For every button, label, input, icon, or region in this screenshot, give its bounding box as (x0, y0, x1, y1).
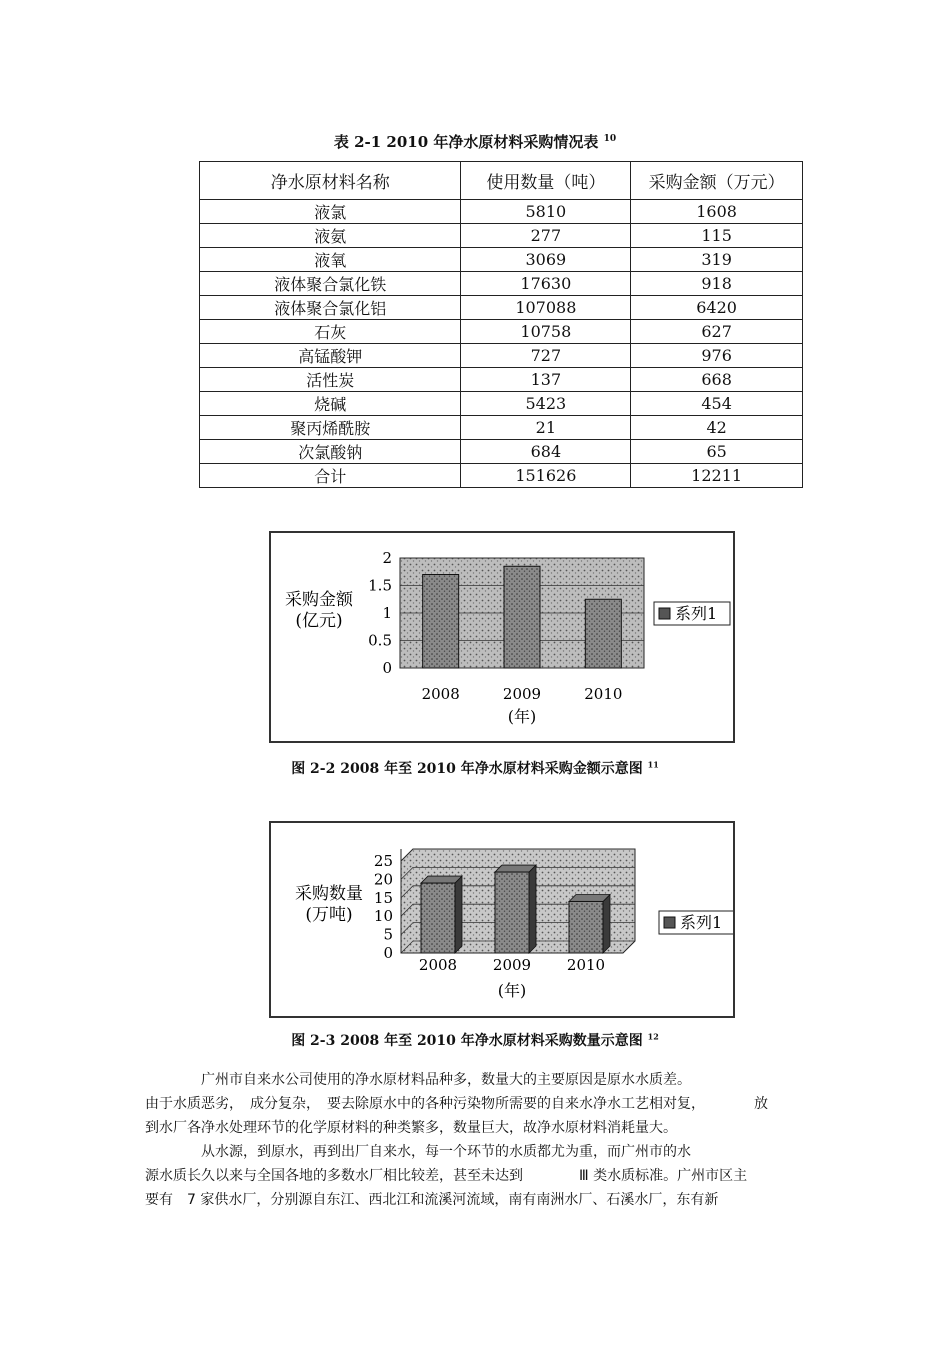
bar (423, 575, 459, 669)
table-total-row (200, 464, 803, 488)
y-tick-label: 1.5 (368, 576, 392, 595)
table-cell: 21 (461, 416, 631, 440)
table-cell: 12211 (631, 464, 803, 488)
chart-amount (269, 531, 735, 743)
table-cell: 液氯 (200, 200, 461, 224)
chart-quantity (269, 821, 735, 1018)
y-tick-label: 2 (382, 549, 392, 567)
y-axis-label: 采购金额 (285, 590, 353, 610)
y-tick-label: 0 (382, 659, 392, 677)
table-row (200, 368, 803, 392)
y-axis-label: (万吨) (305, 905, 353, 925)
table-cell: 液氨 (200, 224, 461, 248)
table-title (0, 131, 950, 152)
table-row (200, 344, 803, 368)
table-row (200, 320, 803, 344)
x-tick-label: 2009 (492, 956, 532, 974)
paragraph-2 (145, 1140, 810, 1212)
paragraph-line: 要有 7 家供水厂，分别源自东江、西北江和流溪河流域，南有南洲水厂、石溪水厂，东有新 (145, 1192, 719, 1208)
figure-caption-1-text: 图 2-2 2008 年至 2010 年净水原材料采购金额示意图 (291, 761, 643, 777)
paragraph-line: 到水厂各净水处理环节的化学原材料的种类繁多，数量巨大，故净水原材料消耗量大。 (145, 1120, 677, 1136)
table-cell: 6420 (631, 296, 803, 320)
table-cell: 5810 (461, 200, 631, 224)
table-row (200, 200, 803, 224)
figure-caption-2-text: 图 2-3 2008 年至 2010 年净水原材料采购数量示意图 (291, 1033, 643, 1049)
table-cell: 115 (631, 224, 803, 248)
x-axis-label: (年) (497, 981, 527, 1000)
y-tick-label: 15 (373, 888, 393, 907)
figure-caption-1 (0, 758, 950, 778)
y-tick-label: 0.5 (368, 631, 392, 650)
paragraph-1 (145, 1068, 810, 1140)
legend-swatch (664, 917, 675, 928)
table-cell: 10758 (461, 320, 631, 344)
table-row (200, 440, 803, 464)
y-tick-label: 0 (383, 944, 393, 962)
table-cell: 合计 (200, 464, 461, 488)
table-cell: 137 (461, 368, 631, 392)
table-cell: 液体聚合氯化铁 (200, 272, 461, 296)
table-cell: 918 (631, 272, 803, 296)
table-cell: 1608 (631, 200, 803, 224)
table-header-row (200, 162, 803, 200)
bar-side (603, 894, 610, 953)
table-row (200, 296, 803, 320)
table-row (200, 272, 803, 296)
table-cell: 727 (461, 344, 631, 368)
bar (569, 901, 603, 953)
x-tick-label: 2009 (502, 685, 542, 703)
table-cell: 976 (631, 344, 803, 368)
table-cell: 聚丙烯酰胺 (200, 416, 461, 440)
paragraph-line: 源水质长久以来与全国各地的多数水厂相比较差，甚至未达到 Ⅲ 类水质标准。广州市区主 (145, 1168, 748, 1184)
x-tick-label: 2008 (421, 685, 460, 703)
table-cell: 42 (631, 416, 803, 440)
x-tick-label: 2010 (584, 685, 623, 703)
y-tick-label: 5 (383, 925, 393, 944)
table-title-ref: 10 (603, 134, 617, 144)
table-row (200, 224, 803, 248)
materials-table (199, 161, 803, 488)
bar-side (529, 865, 536, 953)
y-tick-label: 10 (373, 907, 393, 926)
table-row (200, 392, 803, 416)
bar (421, 883, 455, 953)
table-cell: 107088 (461, 296, 631, 320)
figure-caption-1-ref: 11 (647, 759, 659, 770)
y-tick-label: 20 (373, 870, 393, 889)
figure-caption-2-ref: 12 (647, 1031, 659, 1042)
table-cell: 3069 (461, 248, 631, 272)
chart-quantity-svg (271, 823, 733, 1016)
table-cell: 次氯酸钠 (200, 440, 461, 464)
table-cell: 5423 (461, 392, 631, 416)
chart-amount-svg (271, 533, 733, 741)
table-cell: 668 (631, 368, 803, 392)
table-row (200, 248, 803, 272)
table-cell: 活性炭 (200, 368, 461, 392)
table-body (200, 200, 803, 488)
table-cell: 454 (631, 392, 803, 416)
y-axis-label: 采购数量 (295, 884, 363, 904)
bar (504, 566, 540, 668)
table-cell: 277 (461, 224, 631, 248)
table-cell: 319 (631, 248, 803, 272)
table-cell: 151626 (461, 464, 631, 488)
table-cell: 液氧 (200, 248, 461, 272)
table-header-cell: 使用数量（吨） (461, 162, 631, 200)
paragraph-line: 广州市自来水公司使用的净水原材料品种多，数量大的主要原因是原水水质差。 (145, 1072, 691, 1088)
legend-swatch (659, 608, 670, 619)
table-row (200, 416, 803, 440)
bar-top (495, 865, 536, 872)
table-cell: 627 (631, 320, 803, 344)
table-header-cell: 净水原材料名称 (200, 162, 461, 200)
legend-label: 系列1 (680, 913, 723, 932)
table-cell: 17630 (461, 272, 631, 296)
bar-side (455, 876, 462, 953)
x-tick-label: 2010 (566, 956, 606, 974)
bar-top (421, 876, 462, 883)
paragraph-line: 由于水质恶劣， 成分复杂， 要去除原水中的各种污染物所需要的自来水净水工艺相对复， 放 (145, 1096, 768, 1112)
bar (585, 599, 621, 668)
bar-top (569, 894, 610, 901)
table-cell: 65 (631, 440, 803, 464)
figure-caption-2 (0, 1030, 950, 1050)
y-tick-label: 25 (373, 852, 393, 870)
table-cell: 烧碱 (200, 392, 461, 416)
y-tick-label: 1 (382, 604, 392, 622)
bar (495, 872, 529, 953)
table-cell: 液体聚合氯化铝 (200, 296, 461, 320)
x-tick-label: 2008 (418, 956, 458, 974)
table-cell: 684 (461, 440, 631, 464)
table-header-cell: 采购金额（万元） (631, 162, 803, 200)
paragraph-line: 从水源，到原水，再到出厂自来水，每一个环节的水质都尤为重，而广州市的水 (145, 1144, 691, 1160)
table-cell: 石灰 (200, 320, 461, 344)
y-axis-label: (亿元) (295, 611, 343, 631)
table-title-text: 表 2-1 2010 年净水原材料采购情况表 (333, 133, 599, 151)
table-cell: 高锰酸钾 (200, 344, 461, 368)
x-axis-label: (年) (507, 707, 537, 726)
legend-label: 系列1 (675, 604, 718, 623)
